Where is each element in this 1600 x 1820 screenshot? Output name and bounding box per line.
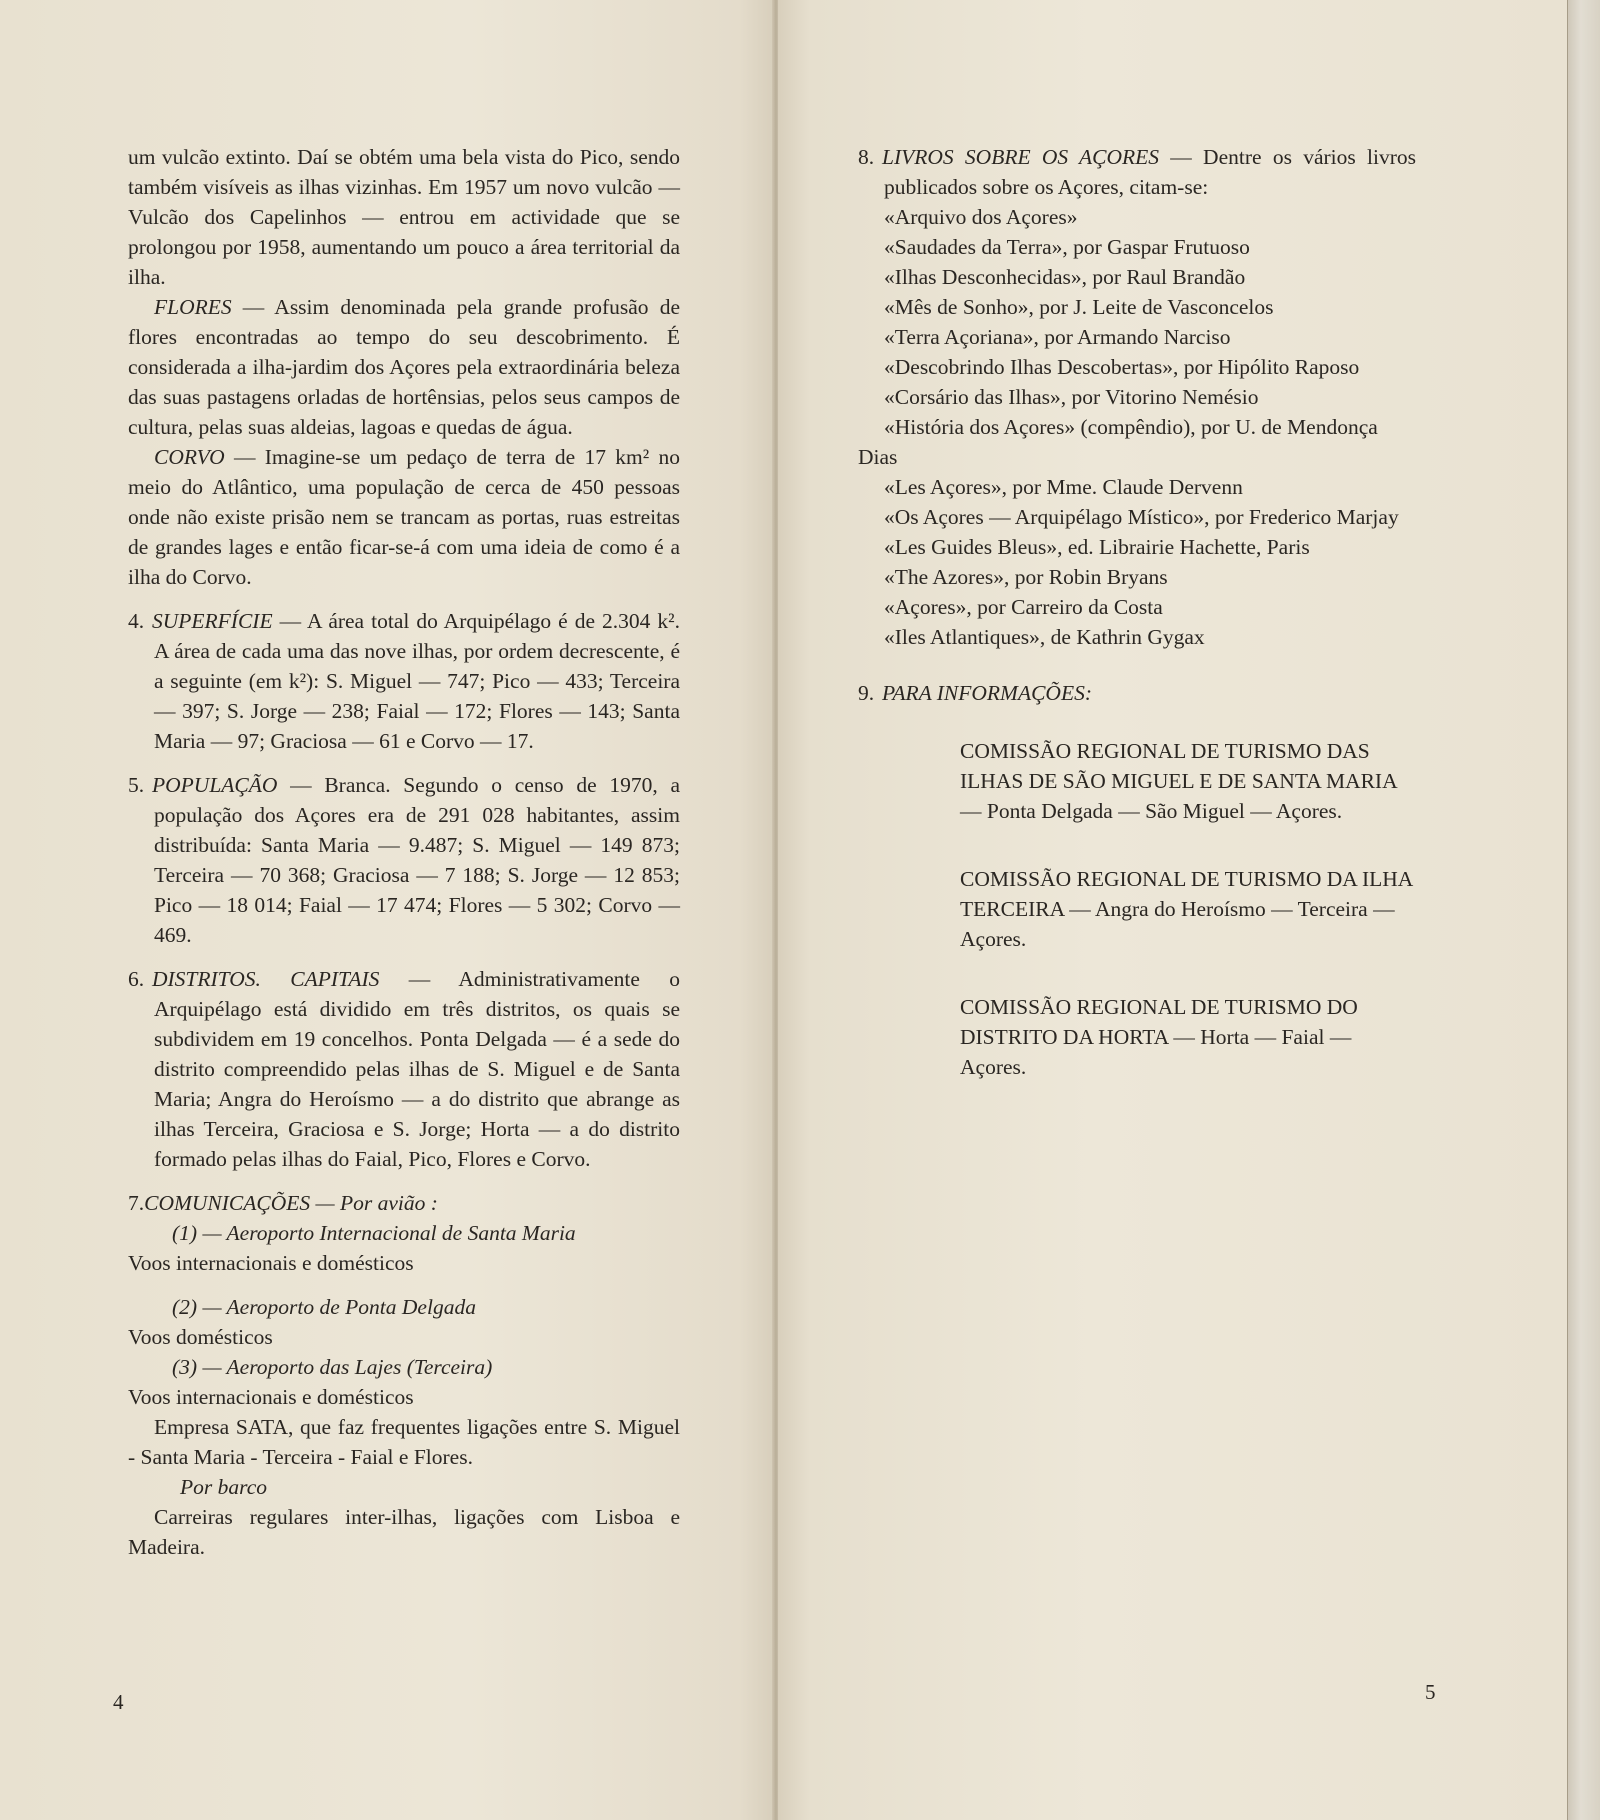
faial-continuation: um vulcão extinto. Daí se obtém uma bela vista do Pico, sendo também visíveis as ilhas vizinhas. Em 1957 um novo vulcão — Vulcão dos Capelinhos — entrou em actividade que se prolongou por 1958, aumentando um pouco a área territorial da ilha.: [128, 145, 680, 289]
list-item: «Açores», por Carreiro da Costa: [884, 595, 1163, 619]
flores-heading: FLORES: [154, 295, 232, 319]
list-item: «Os Açores — Arquipélago Místico», por Frederico Marjay: [884, 505, 1399, 529]
airport-2-title: (2) — Aeroporto de Ponta Delgada: [172, 1295, 476, 1319]
section-number: 8.: [858, 145, 875, 169]
section-number: 5.: [128, 773, 145, 797]
airport-1-title: (1) — Aeroporto Internacional de Santa Maria: [172, 1221, 576, 1245]
section-number: 6.: [128, 967, 145, 991]
airport-1-text: Voos internacionais e domésticos: [128, 1251, 414, 1275]
list-item: «Terra Açoriana», por Armando Narciso: [884, 325, 1231, 349]
institution-terceira: COMISSÃO REGIONAL DE TURISMO DA ILHA TERCEIRA — Angra do Heroísmo — Terceira — Açores.: [960, 867, 1413, 951]
list-item: «Corsário das Ilhas», por Vitorino Nemésio: [884, 385, 1259, 409]
institution-horta: COMISSÃO REGIONAL DE TURISMO DO DISTRITO DA HORTA — Horta — Faial — Açores.: [960, 995, 1358, 1079]
institution-sao-miguel: COMISSÃO REGIONAL DE TURISMO DAS ILHAS DE SÃO MIGUEL E DE SANTA MARIA — Ponta Delgada — São Miguel — Açores.: [960, 739, 1397, 823]
section-number: 4.: [128, 609, 145, 633]
section-number: 7.: [128, 1191, 145, 1215]
list-item: «História dos Açores» (compêndio), por U. de Mendonça Dias: [858, 415, 1378, 469]
section-superficie: [128, 606, 680, 756]
flores-text: — Assim denominada pela grande profusão de flores encontradas ao tempo do seu descobrimento. É considerada a ilha-jardim dos Açores pela extraordinária beleza das suas pastagens orladas de hortênsias, pelos seus campos de cultura, pelas suas aldeias, lagoas e quedas de água.: [128, 295, 680, 439]
corvo-paragraph: [128, 442, 680, 592]
next-page-edge: [1567, 0, 1600, 1820]
section-heading: COMUNICAÇÕES — Por avião :: [144, 1191, 438, 1215]
right-page: [778, 0, 1568, 1820]
section-heading: POPULAÇÃO: [152, 773, 278, 797]
airport-2-text: Voos domésticos: [128, 1325, 273, 1349]
left-page: [0, 0, 778, 1820]
section-text: — Administrativamente o Arquipélago está dividido em três distritos, os quais se subdividem em 19 concelhos. Ponta Delgada — é a sede do distrito compreendido pelas ilhas de S. Miguel e de Santa Maria; Angra do Heroísmo — a do distrito que abrange as ilhas Terceira, Graciosa e S. Jorge; Horta — a do distrito formado pelas ilhas do Faial, Pico, Flores e Corvo.: [154, 967, 681, 1171]
corvo-text: — Imagine-se um pedaço de terra de 17 km² no meio do Atlântico, uma população de cerca de 450 pessoas onde não existe prisão nem se trancam as portas, ruas estreitas de grandes lages e então ficar-se-á com uma ideia de como é a ilha do Corvo.: [128, 445, 680, 589]
corvo-heading: CORVO: [154, 445, 225, 469]
list-item: «Les Açores», por Mme. Claude Dervenn: [884, 475, 1243, 499]
airport-3-text: Voos internacionais e domésticos: [128, 1385, 414, 1409]
section-number: 9.: [858, 681, 875, 705]
section-heading: LIVROS SOBRE OS AÇORES: [882, 145, 1160, 169]
right-text-column: [858, 142, 1416, 1082]
page-number: 4: [113, 1690, 124, 1714]
barco-heading: Por barco: [180, 1475, 267, 1499]
list-item: «Ilhas Desconhecidas», por Raul Brandão: [884, 265, 1246, 289]
section-comunicacoes: [128, 1188, 680, 1218]
page-number: 5: [1425, 1680, 1436, 1704]
section-informacoes: [858, 678, 1416, 708]
barco-paragraph: Carreiras regulares inter-ilhas, ligações com Lisboa e Madeira.: [128, 1505, 680, 1559]
section-distritos: [128, 964, 680, 1174]
section-heading: SUPERFÍCIE: [152, 609, 273, 633]
section-heading: DISTRITOS. CAPITAIS: [152, 967, 380, 991]
left-text-column: [128, 142, 680, 1562]
airport-3-title: (3) — Aeroporto das Lajes (Terceira): [172, 1355, 493, 1379]
list-item: «Descobrindo Ilhas Descobertas», por Hipólito Raposo: [884, 355, 1360, 379]
flores-paragraph: [128, 292, 680, 442]
section-livros: [858, 142, 1416, 202]
section-heading: PARA INFORMAÇÕES:: [882, 681, 1092, 705]
section-text: — A área total do Arquipélago é de 2.304 k². A área de cada uma das nove ilhas, por ordem decrescente, é a seguinte (em k²): S. Miguel — 747; Pico — 433; Terceira — 397; S. Jorge — 238; Faial — 172; Flores — 143; Santa Maria — 97; Graciosa — 61 e Corvo — 17.: [154, 609, 680, 753]
list-item: «Arquivo dos Açores»: [884, 205, 1078, 229]
book-list: [858, 202, 1416, 652]
list-item: «The Azores», por Robin Bryans: [884, 565, 1168, 589]
list-item: «Mês de Sonho», por J. Leite de Vasconcelos: [884, 295, 1274, 319]
sata-paragraph: Empresa SATA, que faz frequentes ligações entre S. Miguel - Santa Maria - Terceira - Faial e Flores.: [128, 1415, 680, 1469]
list-item: «Saudades da Terra», por Gaspar Frutuoso: [884, 235, 1250, 259]
list-item: «Iles Atlantiques», de Kathrin Gygax: [884, 625, 1205, 649]
section-populacao: [128, 770, 680, 950]
section-text: — Branca. Segundo o censo de 1970, a população dos Açores era de 291 028 habitantes, assim distribuída: Santa Maria — 9.487; S. Miguel — 149 873; Terceira — 70 368; Graciosa — 7 188; S. Jorge — 12 853; Pico — 18 014; Faial — 17 474; Flores — 5 302; Corvo — 469.: [154, 773, 680, 947]
section-text: — Dentre os vários livros publicados sobre os Açores, citam-se:: [884, 145, 1416, 199]
list-item: «Les Guides Bleus», ed. Librairie Hachette, Paris: [884, 535, 1310, 559]
